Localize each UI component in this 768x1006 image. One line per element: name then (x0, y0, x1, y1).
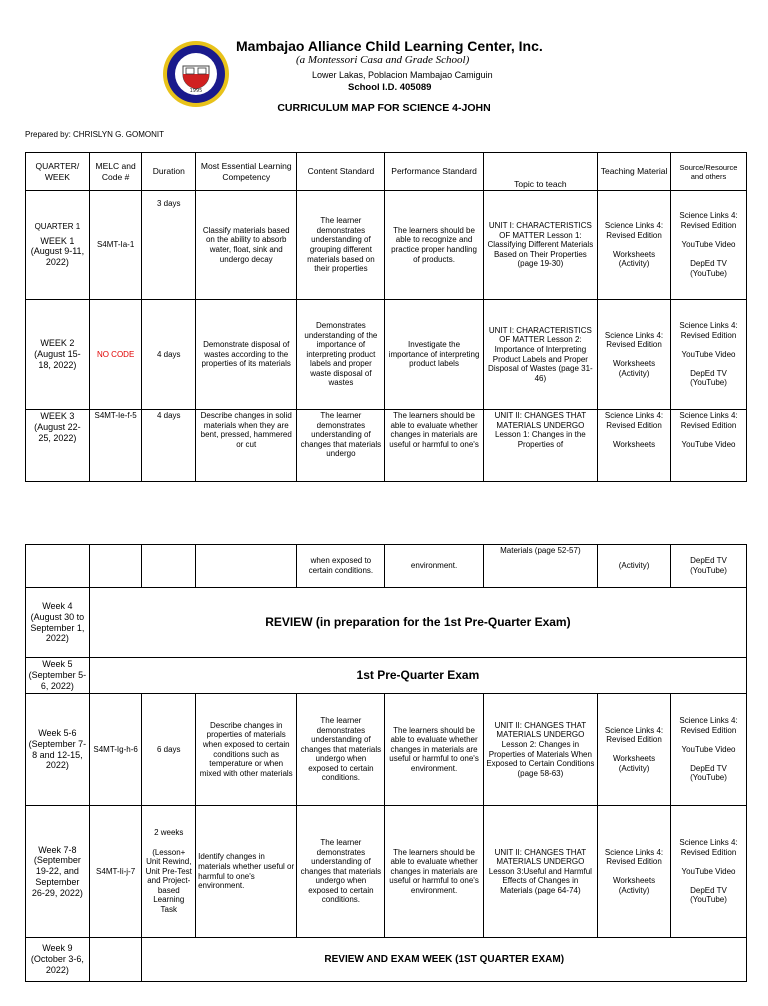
review-banner: REVIEW (in preparation for the 1st Pre-Quarter Exam) (89, 588, 746, 658)
week-cell: WEEK 2 (August 15-18, 2022) (26, 300, 90, 410)
material-cell: Science Links 4: Revised Edition Worksheets (598, 410, 671, 482)
quarter-label: QUARTER 1 (34, 222, 81, 231)
topic-cell: UNIT II: CHANGES THAT MATERIALS UNDERGO Lesson 1: Changes in the Properties of (483, 410, 597, 482)
source-cell: Science Links 4: Revised Edition YouTube Video DepEd TV (YouTube) (670, 694, 746, 806)
duration-cell: 4 days (142, 410, 196, 482)
duration-cell: 3 days (142, 191, 196, 300)
logo-year: 1995 (189, 88, 203, 94)
header-melc: MELC and Code # (89, 153, 142, 191)
week-cell (26, 191, 90, 300)
melc-cell: NO CODE (89, 300, 142, 410)
table-row (26, 191, 747, 300)
competency-cell: Describe changes in solid materials when they are bent, pressed, hammered or cut (196, 410, 297, 482)
topic-cell: UNIT I: CHARACTERISTICS OF MATTER Lesson 1: Classifying Different Materials Based on Their Properties (page 19-30) (483, 191, 597, 300)
melc-cell: S4MT-Ii-j-7 (89, 806, 142, 938)
duration-cell: 6 days (142, 694, 196, 806)
header-source: Source/Resource and others (670, 153, 746, 191)
competency-cell: Identify changes in materials whether useful or harmful to one's environment. (196, 806, 297, 938)
week-cell: Week 5 (September 5-6, 2022) (26, 658, 90, 694)
melc-cell (89, 545, 142, 588)
topic-cell: UNIT II: CHANGES THAT MATERIALS UNDERGO Lesson 2: Changes in Properties of Materials When Exposed to Certain Conditions (page 58-63) (483, 694, 597, 806)
performance-cell: environment. (385, 545, 483, 588)
melc-cell: S4MT-Ig-h-6 (89, 694, 142, 806)
melc-cell: S4MT-Ia-1 (89, 191, 142, 300)
duration-cell: 2 weeks (Lesson+ Unit Rewind, Unit Pre-Test and Project-based Learning Task (142, 806, 196, 938)
source-cell: Science Links 4: Revised Edition YouTube Video DepEd TV (YouTube) (670, 300, 746, 410)
performance-cell: The learners should be able to evaluate whether changes in materials are useful or harmful to one's environment. (385, 694, 483, 806)
curriculum-table-part-2 (25, 544, 747, 982)
material-cell: Science Links 4: Revised Edition Worksheets (Activity) (598, 806, 671, 938)
week-cell: WEEK 3 (August 22-25, 2022) (26, 410, 90, 482)
source-cell: DepEd TV (YouTube) (670, 545, 746, 588)
duration-cell (142, 545, 196, 588)
exam-row (26, 658, 747, 694)
content-cell: The learner demonstrates understanding of changes that materials undergo when exposed to certain conditions. (297, 694, 385, 806)
header-competency: Most Essential Learning Competency (196, 153, 297, 191)
performance-cell: Investigate the importance of interpreting product labels (385, 300, 483, 410)
exam-week-row (26, 938, 747, 982)
school-subtitle: (a Montessori Casa and Grade School) (296, 54, 470, 66)
source-cell: Science Links 4: Revised Edition YouTube Video (670, 410, 746, 482)
competency-cell: Demonstrate disposal of wastes according to the properties of its materials (196, 300, 297, 410)
week-cell (26, 545, 90, 588)
content-cell: The learner demonstrates understanding of changes that materials undergo when exposed to certain conditions. (297, 806, 385, 938)
header-performance: Performance Standard (385, 153, 483, 191)
table-row (26, 300, 747, 410)
week-cell: Week 7-8 (September 19-22, and September 26-29, 2022) (26, 806, 90, 938)
week-cell: Week 4 (August 30 to September 1, 2022) (26, 588, 90, 658)
school-address: Lower Lakas, Poblacion Mambajao Camiguin (312, 70, 493, 80)
content-cell: The learner demonstrates understanding of changes that materials undergo (297, 410, 385, 482)
material-cell: (Activity) (598, 545, 671, 588)
exam-week-banner: REVIEW AND EXAM WEEK (1ST QUARTER EXAM) (142, 938, 747, 982)
topic-cell: UNIT I: CHARACTERISTICS OF MATTER Lesson 2: Importance of Interpreting Product Labels and Proper Disposal of Wastes (page 31-46) (483, 300, 597, 410)
table-row (26, 694, 747, 806)
performance-cell: The learners should be able to evaluate whether changes in materials are useful or harmful to one's environment. (385, 806, 483, 938)
content-cell: Demonstrates understanding of the importance of interpreting product labels and proper waste disposal of wastes (297, 300, 385, 410)
document-title: CURRICULUM MAP FOR SCIENCE 4-JOHN (277, 102, 491, 114)
competency-cell: Classify materials based on the ability to absorb water, float, sink and undergo decay (196, 191, 297, 300)
review-row (26, 588, 747, 658)
header-quarter: QUARTER/ WEEK (26, 153, 90, 191)
header-topic: Topic to teach (483, 153, 597, 191)
content-cell: when exposed to certain conditions. (297, 545, 385, 588)
duration-cell: 4 days (142, 300, 196, 410)
performance-cell: The learners should be able to recognize and practice proper handling of products. (385, 191, 483, 300)
school-name: Mambajao Alliance Child Learning Center, Inc. (236, 38, 543, 54)
exam-banner: 1st Pre-Quarter Exam (89, 658, 746, 694)
header-content: Content Standard (297, 153, 385, 191)
material-cell: Science Links 4: Revised Edition Worksheets (Activity) (598, 694, 671, 806)
header-duration: Duration (142, 153, 196, 191)
week-cell: Week 5-6 (September 7-8 and 12-15, 2022) (26, 694, 90, 806)
topic-cell: UNIT II: CHANGES THAT MATERIALS UNDERGO Lesson 3:Useful and Harmful Effects of Changes in Materials (page 64-74) (483, 806, 597, 938)
topic-cell: Materials (page 52-57) (483, 545, 597, 588)
source-cell: Science Links 4: Revised Edition YouTube Video DepEd TV (YouTube) (670, 806, 746, 938)
table-header-row (26, 153, 747, 191)
competency-cell (196, 545, 297, 588)
material-cell: Science Links 4: Revised Edition Worksheets (Activity) (598, 191, 671, 300)
melc-cell (89, 938, 142, 982)
competency-cell: Describe changes in properties of materials when exposed to certain conditions such as temperature or when mixed with other materials (196, 694, 297, 806)
prepared-by: Prepared by: CHRISLYN G. GOMONIT (25, 130, 164, 139)
header-material: Teaching Material (598, 153, 671, 191)
school-id: School I.D. 405089 (348, 82, 432, 93)
week-label: WEEK 1 (August 9-11, 2022) (30, 235, 85, 268)
table-row (26, 410, 747, 482)
table-row (26, 806, 747, 938)
content-cell: The learner demonstrates understanding of grouping different materials based on their properties (297, 191, 385, 300)
curriculum-table-part-1 (25, 152, 747, 482)
source-cell: Science Links 4: Revised Edition YouTube Video DepEd TV (YouTube) (670, 191, 746, 300)
material-cell: Science Links 4: Revised Edition Worksheets (Activity) (598, 300, 671, 410)
melc-cell: S4MT-Ie-f-5 (89, 410, 142, 482)
continuation-row (26, 545, 747, 588)
week-cell: Week 9 (October 3-6, 2022) (26, 938, 90, 982)
performance-cell: The learners should be able to evaluate whether changes in materials are useful or harmful to one's (385, 410, 483, 482)
school-logo (162, 40, 230, 108)
